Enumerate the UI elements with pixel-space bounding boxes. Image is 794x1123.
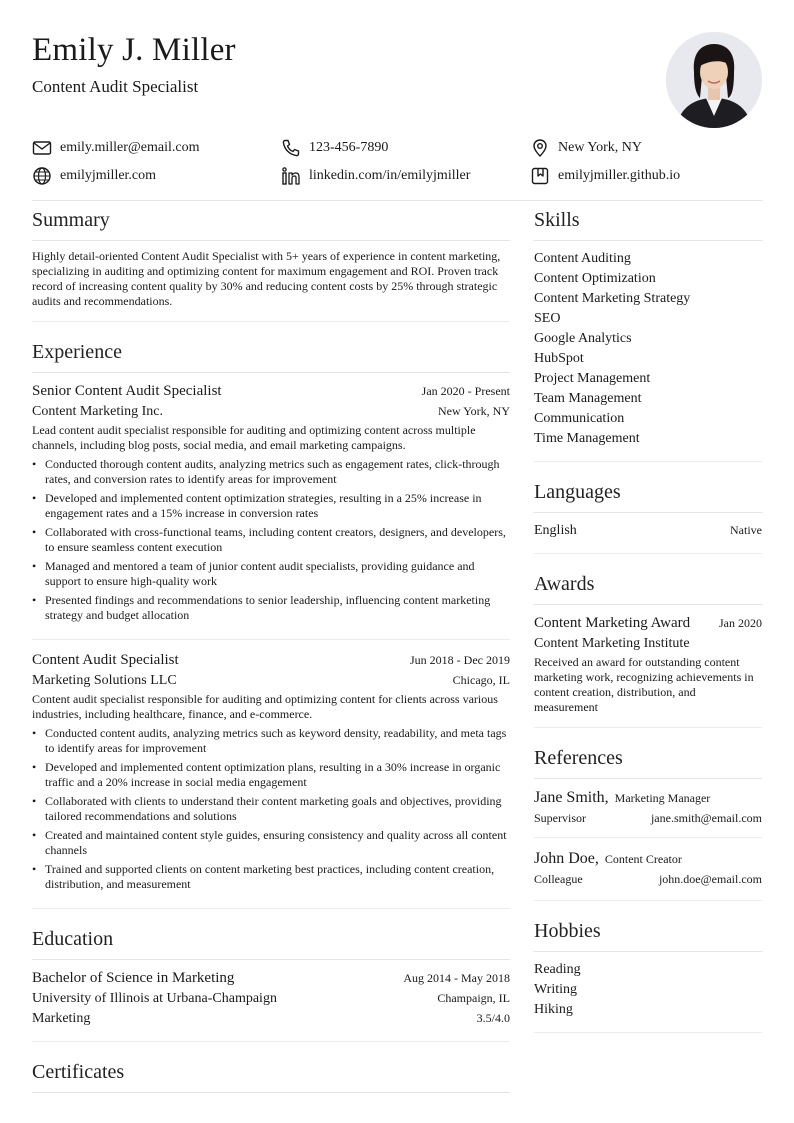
location-pin-icon (530, 138, 550, 158)
job-dates: Jun 2018 - Dec 2019 (410, 653, 510, 667)
job-entry (32, 381, 510, 640)
award-date: Jan 2020 (719, 616, 762, 630)
job-bullet: • Trained and supported clients on content marketing best practices, including content creation, distribution, and measurement (32, 862, 510, 892)
job-dates: Jan 2020 - Present (421, 384, 510, 398)
company-name: Content Marketing Inc. (32, 404, 164, 419)
summary-section (32, 206, 510, 322)
contact-phone[interactable] (281, 138, 530, 158)
language-item (534, 521, 762, 541)
language-level: Native (730, 523, 762, 537)
profile-photo-illustration (666, 32, 762, 128)
job-bullet: • Developed and implemented content optimization strategies, resulting in a 25% increase in engagement rates and a 15% increase in conversion rates (32, 491, 510, 521)
skill-item: Google Analytics (534, 331, 632, 346)
job-title: Senior Content Audit Specialist (32, 383, 222, 399)
awards-section (534, 570, 762, 728)
skill-item: Time Management (534, 431, 640, 446)
job-title: Content Audit Specialist (32, 77, 199, 96)
school-name: University of Illinois at Urbana-Champaign (32, 991, 277, 1006)
skill-item: Project Management (534, 371, 651, 386)
job-location: New York, NY (437, 404, 510, 418)
job-title: Content Audit Specialist (32, 652, 179, 668)
languages-section (534, 478, 762, 554)
header-divider (32, 200, 762, 201)
references-heading: References (534, 744, 762, 779)
job-bullet: • Created and maintained content style guides, ensuring consistency and quality across all content channels (32, 828, 510, 858)
field-of-study: Marketing (32, 1011, 91, 1026)
summary-text: Highly detail-oriented Content Audit Specialist with 5+ years of experience in content marketing, specializing in auditing and optimizing content for maximum engagement and ROI. Proven track record of increasing content quality by 30% and reducing content costs by 25% through strategic audits and recommendations. (32, 249, 501, 308)
job-bullet: • Collaborated with cross-functional teams, including content creators, designers, and developers, to ensure seamless content execution (32, 525, 510, 555)
job-bullet: • Managed and mentored a team of junior content audit specialists, providing guidance and support to ensure high-quality work (32, 559, 510, 589)
job-bullet: • Conducted content audits, analyzing metrics such as keyword density, readability, and meta tags to identify areas for improvement (32, 726, 510, 756)
hobby-item: Reading (534, 962, 581, 977)
skill-item: Team Management (534, 391, 642, 406)
linkedin-text[interactable]: linkedin.com/in/emilyjmiller (309, 168, 471, 183)
job-entry (32, 650, 510, 892)
reference-email[interactable]: john.doe@email.com (658, 872, 762, 886)
skill-item: Content Auditing (534, 251, 631, 266)
language-name: English (534, 523, 577, 538)
awards-heading: Awards (534, 570, 762, 605)
contact-info (32, 134, 762, 190)
mail-icon (32, 138, 52, 158)
certificates-section (32, 1058, 510, 1093)
job-description: Lead content audit specialist responsible for auditing and optimizing content across multiple channels, including blog posts, social media, and email marketing campaigns. (32, 423, 476, 452)
reference-relation: Supervisor (534, 811, 586, 825)
reference-name: John Doe, (534, 850, 599, 867)
certificates-heading: Certificates (32, 1058, 510, 1093)
job-bullet: • Developed and implemented content optimization plans, resulting in a 30% increase in organic traffic and a 20% increase in social media engagement (32, 760, 510, 790)
skill-item: Content Optimization (534, 271, 656, 286)
hobby-item: Hiking (534, 1002, 573, 1017)
phone-text[interactable]: 123-456-7890 (309, 140, 389, 155)
email-text[interactable]: emily.miller@email.com (60, 140, 200, 155)
reference-position: Content Creator (604, 852, 682, 866)
contact-linkedin[interactable] (281, 166, 530, 186)
skill-item: Content Marketing Strategy (534, 291, 691, 306)
phone-icon (281, 138, 301, 158)
reference-relation: Colleague (534, 872, 583, 886)
job-bullets (32, 726, 510, 892)
globe-icon (32, 166, 52, 186)
job-bullet: • Conducted thorough content audits, analyzing metrics such as engagement rates, click-through rates, and conversion rates to identify areas for improvement (32, 457, 510, 487)
award-description: Received an award for outstanding content marketing work, recognizing achievements in content creation, distribution, and measurement (534, 655, 754, 714)
skills-section (534, 206, 762, 462)
award-issuer: Content Marketing Institute (534, 636, 690, 651)
resume-header (32, 30, 762, 130)
reference-item (534, 787, 762, 838)
job-bullet: • Collaborated with clients to understand their content marketing goals and objectives, providing tailored recommendations and solutions (32, 794, 510, 824)
skill-item: HubSpot (534, 351, 584, 366)
website-text[interactable]: emilyjmiller.com (60, 168, 157, 183)
school-location: Champaign, IL (437, 991, 510, 1005)
summary-heading: Summary (32, 206, 510, 241)
experience-heading: Experience (32, 338, 510, 373)
experience-section (32, 338, 510, 909)
job-bullet: • Presented findings and recommendations to senior leadership, influencing content marketing strategy and budget allocation (32, 593, 510, 623)
job-location: Chicago, IL (452, 673, 510, 687)
contact-github[interactable] (530, 166, 680, 186)
references-section (534, 744, 762, 901)
reference-item (534, 848, 762, 888)
main-column (32, 206, 510, 1101)
hobby-item: Writing (534, 982, 577, 997)
award-title: Content Marketing Award (534, 615, 691, 631)
company-name: Marketing Solutions LLC (32, 673, 177, 688)
hobbies-heading: Hobbies (534, 917, 762, 952)
candidate-name: Emily J. Miller (32, 32, 236, 68)
education-heading: Education (32, 925, 510, 960)
contact-website[interactable] (32, 166, 281, 186)
languages-heading: Languages (534, 478, 762, 513)
contact-email[interactable] (32, 138, 281, 158)
skill-item: SEO (534, 311, 561, 326)
skills-heading: Skills (534, 206, 762, 241)
gpa: 3.5/4.0 (476, 1011, 510, 1025)
profile-photo (666, 32, 762, 128)
bookmark-icon (530, 166, 550, 186)
contact-location (530, 138, 642, 158)
github-text[interactable]: emilyjmiller.github.io (558, 168, 681, 183)
linkedin-icon (281, 166, 301, 186)
reference-position: Marketing Manager (614, 791, 711, 805)
reference-email[interactable]: jane.smith@email.com (650, 811, 762, 825)
location-text: New York, NY (558, 140, 643, 155)
degree: Bachelor of Science in Marketing (32, 970, 235, 986)
job-bullets (32, 457, 510, 623)
job-description: Content audit specialist responsible for auditing and optimizing content for clients across various industries, including healthcare, finance, and e-commerce. (32, 692, 498, 721)
education-dates: Aug 2014 - May 2018 (403, 971, 510, 985)
side-column (534, 206, 762, 1049)
hobbies-section (534, 917, 762, 1033)
reference-name: Jane Smith, (534, 789, 609, 806)
education-section (32, 925, 510, 1042)
skill-item: Communication (534, 411, 625, 426)
